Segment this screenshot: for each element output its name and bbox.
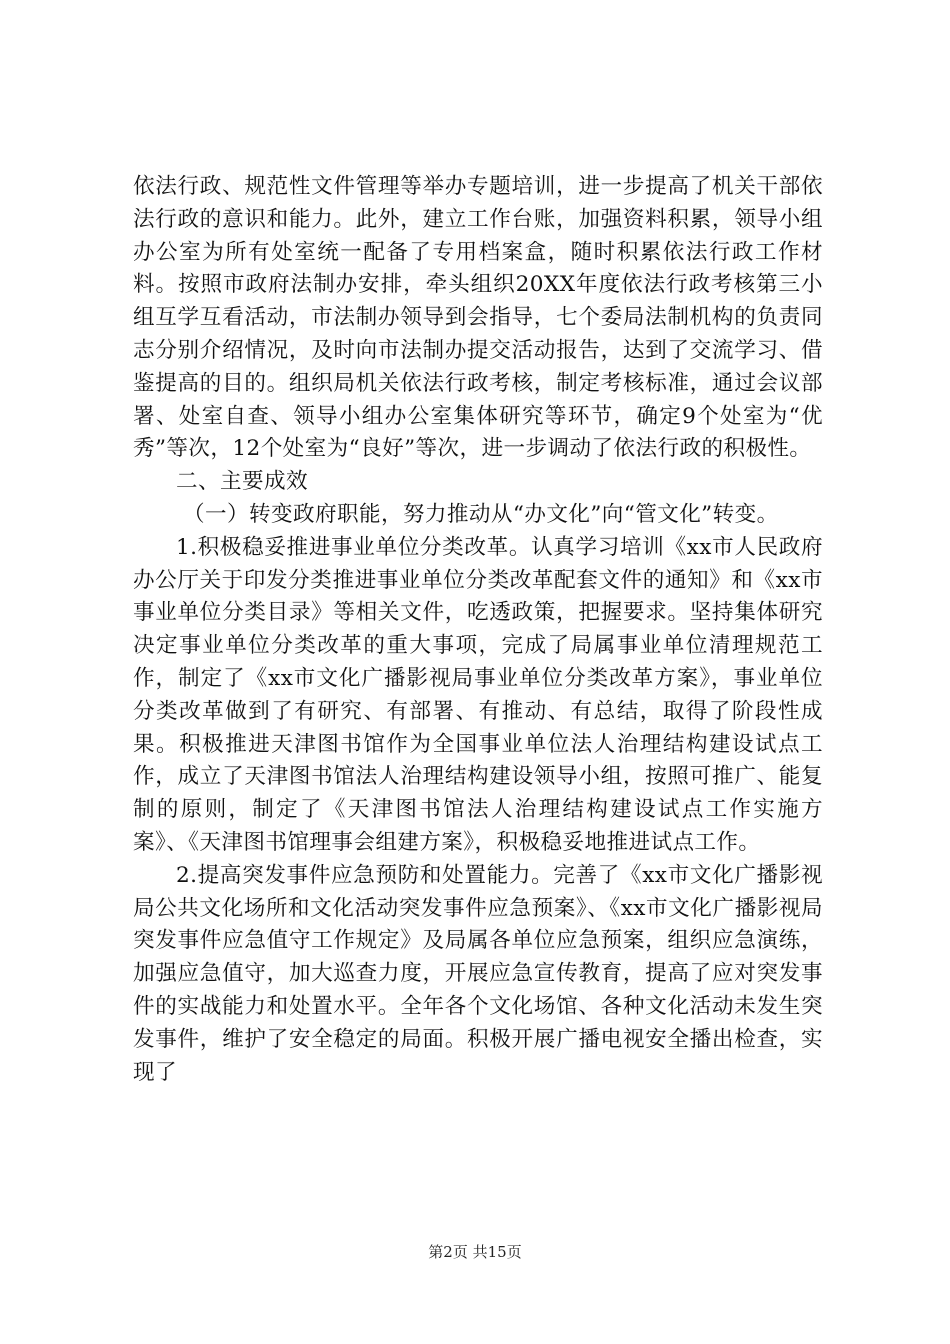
paragraph-item-1: 1.积极稳妥推进事业单位分类改革。认真学习培训《xx市人民政府办公厅关于印发分类推进事业单位分类改革配套文件的通知》和《xx市事业单位分类目录》等相关文件，吃透政策，把握要求。坚持集体研究决定事业单位分类改革的重大事项，完成了局属事业单位清理规范工作，制定了《xx市文化广播影视局事业单位分类改革方案》，事业单位分类改革做到了有研究、有部署、有推动、有总结，取得了阶段性成果。积极推进天津图书馆作为全国事业单位法人治理结构建设试点工作，成立了天津图书馆法人治理结构建设领导小组，按照可推广、能复制的原则，制定了《天津图书馆法人治理结构建设试点工作实施方案》、《天津图书馆理事会组建方案》，积极稳妥地推进试点工作。 <box>133 534 823 855</box>
paragraph-item-2: 2.提高突发事件应急预防和处置能力。完善了《xx市文化广播影视局公共文化场所和文化活动突发事件应急预案》、《xx市文化广播影视局突发事件应急值守工作规定》及局属各单位应急预案，组织应急演练，加强应急值守，加大巡查力度，开展应急宣传教育，提高了应对突发事件的实战能力和处置水平。全年各个文化场馆、各种文化活动未发生突发事件，维护了安全稳定的局面。积极开展广播电视安全播出检查，实现了 <box>133 862 823 1085</box>
paragraph-continuation: 依法行政、规范性文件管理等举办专题培训，进一步提高了机关干部依法行政的意识和能力。此外，建立工作台账，加强资料积累，领导小组办公室为所有处室统一配备了专用档案盒，随时积累依法行政工作材料。按照市政府法制办安排，牵头组织20XX年度依法行政考核第三小组互学互看活动，市法制办领导到会指导，七个委局法制机构的负责同志分别介绍情况，及时向市法制办提交活动报告，达到了交流学习、借鉴提高的目的。组织局机关依法行政考核，制定考核标准，通过会议部署、处室自查、领导小组办公室集体研究等环节，确定9个处室为“优秀”等次，12个处室为“良好”等次，进一步调动了依法行政的积极性。 <box>133 174 823 462</box>
document-body <box>133 171 823 1089</box>
section-heading: 二、主要成效 <box>176 469 308 495</box>
page-number-footer: 第2页 共15页 <box>428 1243 522 1261</box>
subsection-heading: （一）转变政府职能，努力推动从“办文化”向“管文化”转变。 <box>183 501 779 527</box>
